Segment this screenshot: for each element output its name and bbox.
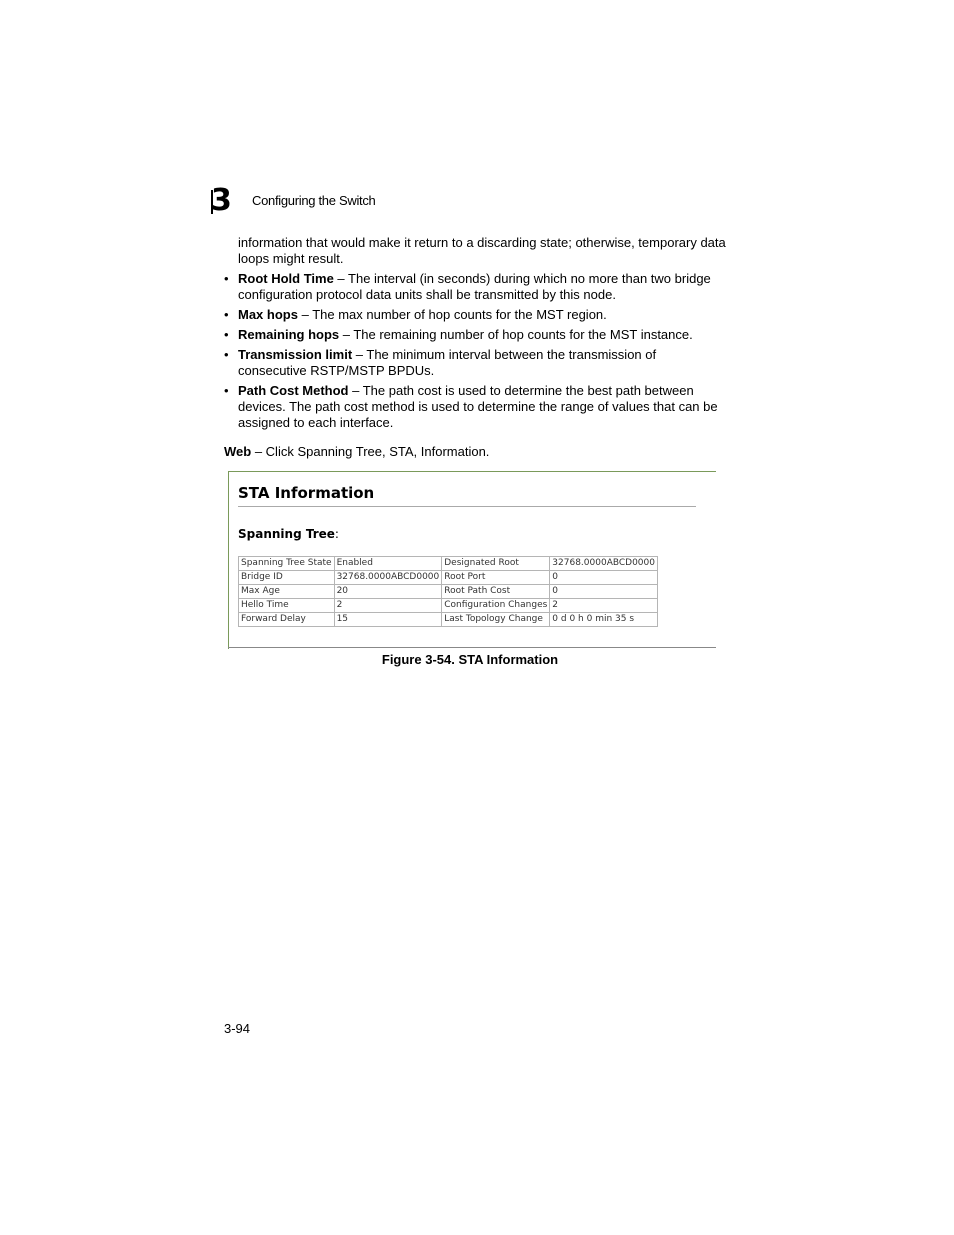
table-cell: 20 <box>334 585 442 599</box>
table-cell: Enabled <box>334 557 442 571</box>
web-term: Web <box>224 444 252 459</box>
item-text: – The interval (in seconds) during which no more than two bridge configuration protocol data units shall be transmitted by this node. <box>238 271 711 302</box>
running-header: Configuring the Switch <box>252 193 376 208</box>
figure-caption: Figure 3-54. STA Information <box>381 652 559 667</box>
table-cell: 15 <box>334 613 442 627</box>
figure-title-rule <box>238 506 696 507</box>
item-text: – The path cost is used to determine the best path between devices. The path cost method is used to determine the range of values that can be assigned to each interface. <box>238 383 718 430</box>
list-item <box>224 347 724 379</box>
table-cell: Last Topology Change <box>442 613 550 627</box>
table-row <box>239 585 658 599</box>
continuation-paragraph: information that would make it return to a discarding state; otherwise, temporary data loops might result. <box>238 235 726 266</box>
sta-info-table <box>238 556 658 627</box>
web-text: – Click Spanning Tree, STA, Information. <box>251 444 490 459</box>
list-item <box>224 327 724 343</box>
table-cell: Forward Delay <box>239 613 335 627</box>
chapter-number: 3 <box>211 183 232 218</box>
subtitle-label: Spanning Tree <box>238 527 335 541</box>
item-text: – The max number of hop counts for the MST region. <box>297 307 607 322</box>
table-cell: 2 <box>550 599 658 613</box>
table-cell: 0 d 0 h 0 min 35 s <box>550 613 658 627</box>
figure-title: STA Information <box>238 484 375 502</box>
table-cell: 0 <box>550 571 658 585</box>
item-term: Max hops <box>238 307 298 322</box>
item-term: Root Hold Time <box>238 271 334 286</box>
item-text: – The minimum interval between the transmission of consecutive RSTP/MSTP BPDUs. <box>238 347 657 378</box>
figure-subtitle <box>238 527 339 541</box>
list-item <box>224 383 724 431</box>
table-cell: Spanning Tree State <box>239 557 335 571</box>
table-row <box>239 557 658 571</box>
table-cell: Bridge ID <box>239 571 335 585</box>
item-text: – The remaining number of hop counts for the MST instance. <box>339 327 693 342</box>
subtitle-suffix: : <box>334 527 339 541</box>
table-cell: Max Age <box>239 585 335 599</box>
table-cell: Root Port <box>442 571 550 585</box>
table-row <box>239 613 658 627</box>
page-number: 3-94 <box>224 1021 251 1036</box>
table-row <box>239 599 658 613</box>
table-cell: Designated Root <box>442 557 550 571</box>
table-cell: 0 <box>550 585 658 599</box>
parameter-list <box>224 271 724 435</box>
table-cell: 32768.0000ABCD0000 <box>550 557 658 571</box>
table-cell: Configuration Changes <box>442 599 550 613</box>
table-cell: 2 <box>334 599 442 613</box>
item-term: Remaining hops <box>238 327 340 342</box>
list-item <box>224 271 724 303</box>
table-cell: 32768.0000ABCD0000 <box>334 571 442 585</box>
table-row <box>239 571 658 585</box>
figure-bottom-rule <box>228 647 716 648</box>
web-instruction <box>224 444 724 460</box>
item-term: Path Cost Method <box>238 383 349 398</box>
item-term: Transmission limit <box>238 347 353 362</box>
table-cell: Root Path Cost <box>442 585 550 599</box>
table-cell: Hello Time <box>239 599 335 613</box>
list-item <box>224 307 724 323</box>
